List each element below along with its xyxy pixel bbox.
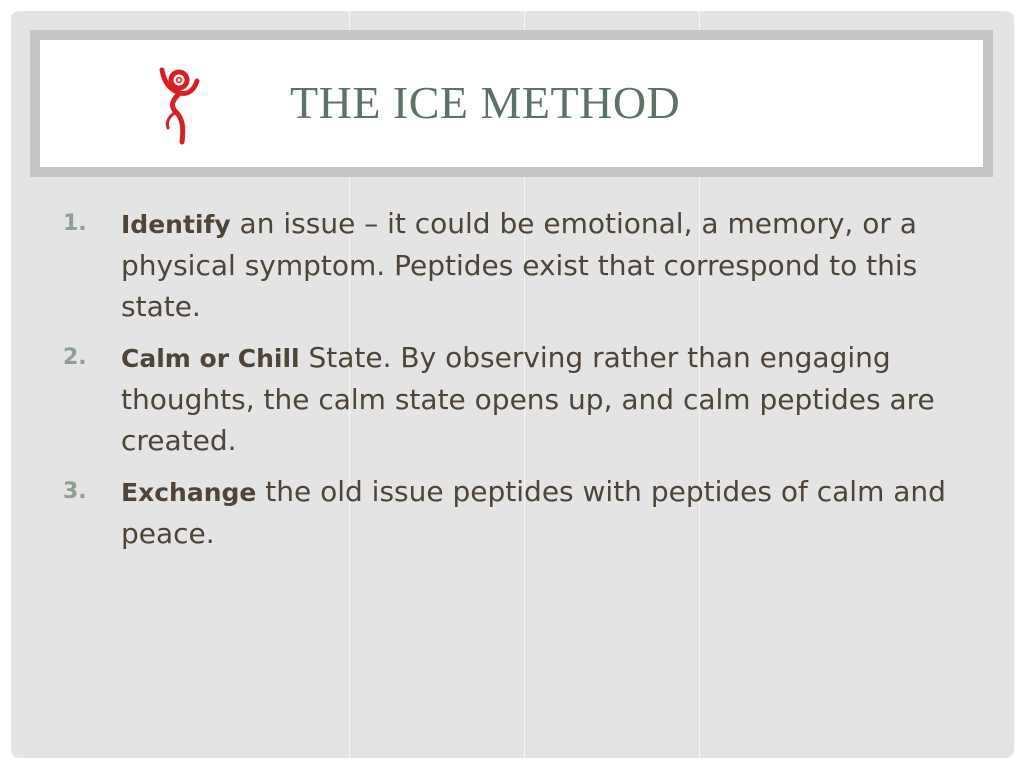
step-text: the old issue peptides with peptides of calm and peace. — [121, 475, 946, 550]
step-lead: Calm or Chill — [121, 344, 300, 373]
step-lead: Identify — [121, 210, 231, 239]
list-item — [61, 203, 961, 327]
list-number: 1. — [63, 211, 87, 236]
slide — [11, 11, 1014, 758]
slide-title: THE ICE METHOD — [290, 77, 681, 128]
title-box — [40, 40, 983, 167]
list-number: 2. — [63, 345, 87, 370]
red-dancing-figure-icon — [152, 62, 208, 152]
list-item — [61, 337, 961, 461]
list-item — [61, 471, 961, 554]
step-text: an issue – it could be emotional, a memory, or a physical symptom. Peptides exist that correspond to this state. — [121, 207, 918, 323]
ice-steps-list — [61, 203, 961, 564]
step-lead: Exchange — [121, 478, 257, 507]
step-text: State. By observing rather than engaging thoughts, the calm state opens up, and calm peptides are created. — [121, 341, 935, 457]
list-number: 3. — [63, 479, 87, 504]
title-frame — [30, 30, 993, 177]
